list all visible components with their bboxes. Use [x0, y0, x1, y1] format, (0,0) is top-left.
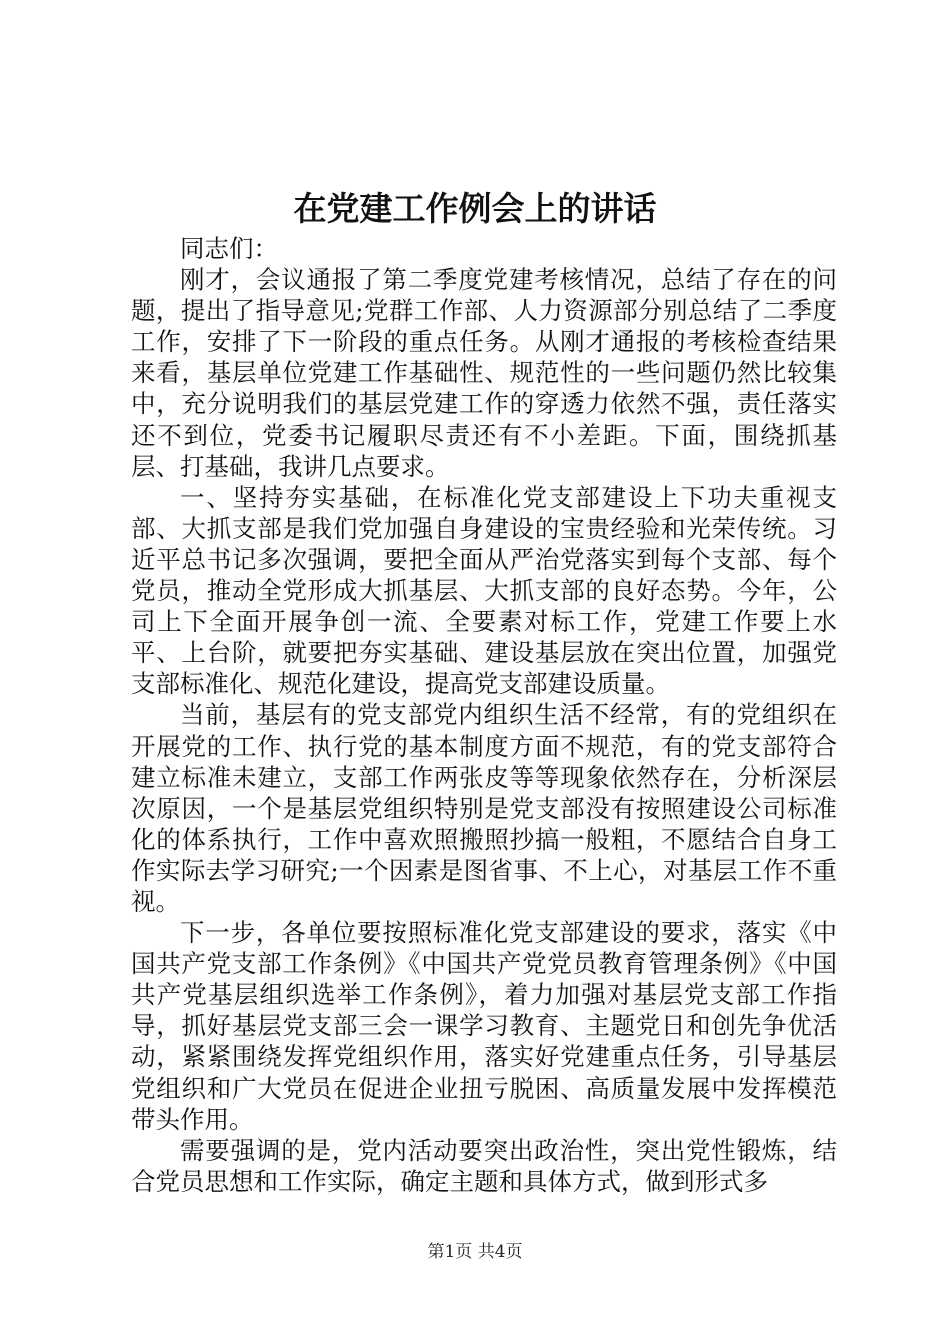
document-body — [131, 233, 837, 1197]
salutation: 同志们： — [180, 234, 278, 263]
paragraph: 刚才，会议通报了第二季度党建考核情况，总结了存在的问题，提出了指导意见;党群工作部、人力资源部分别总结了二季度工作，安排了下一阶段的重点任务。从刚才通报的考核检查结果来看，基层单位党建工作基础性、规范性的一些问题仍然比较集中，充分说明我们的基层党建工作的穿透力依然不强，责任落实还不到位，党委书记履职尽责还有不小差距。下面，围绕抓基层、打基础，我讲几点要求。 — [131, 265, 837, 481]
page-footer: 第1页 共4页 — [427, 1242, 523, 1262]
document-title: 在党建工作例会上的讲话 — [293, 189, 657, 228]
paragraph: 需要强调的是，党内活动要突出政治性，突出党性锻炼，结合党员思想和工作实际，确定主题和具体方式，做到形式多 — [131, 1135, 837, 1196]
paragraph: 一、坚持夯实基础，在标准化党支部建设上下功夫重视支部、大抓支部是我们党加强自身建设的宝贵经验和光荣传统。习近平总书记多次强调，要把全面从严治党落实到每个支部、每个党员，推动全党形成大抓基层、大抓支部的良好态势。今年，公司上下全面开展争创一流、全要素对标工作，党建工作要上水平、上台阶，就要把夯实基础、建设基层放在突出位置，加强党支部标准化、规范化建设，提高党支部建设质量。 — [131, 482, 837, 699]
paragraph: 当前，基层有的党支部党内组织生活不经常，有的党组织在开展党的工作、执行党的基本制度方面不规范，有的党支部符合建立标准未建立，支部工作两张皮等等现象依然存在，分析深层次原因，一个是基层党组织特别是党支部没有按照建设公司标准化的体系执行，工作中喜欢照搬照抄搞一般粗，不愿结合自身工作实际去学习研究;一个因素是图省事、不上心，对基层工作不重视。 — [131, 700, 837, 916]
paragraph: 下一步，各单位要按照标准化党支部建设的要求，落实《中国共产党支部工作条例》《中国共产党党员教育管理条例》《中国共产党基层组织选举工作条例》，着力加强对基层党支部工作指导，抓好基层党支部三会一课学习教育、主题党日和创先争优活动，紧紧围绕发挥党组织作用，落实好党建重点任务，引导基层党组织和广大党员在促进企业扭亏脱困、高质量发展中发挥模范带头作用。 — [131, 918, 837, 1134]
